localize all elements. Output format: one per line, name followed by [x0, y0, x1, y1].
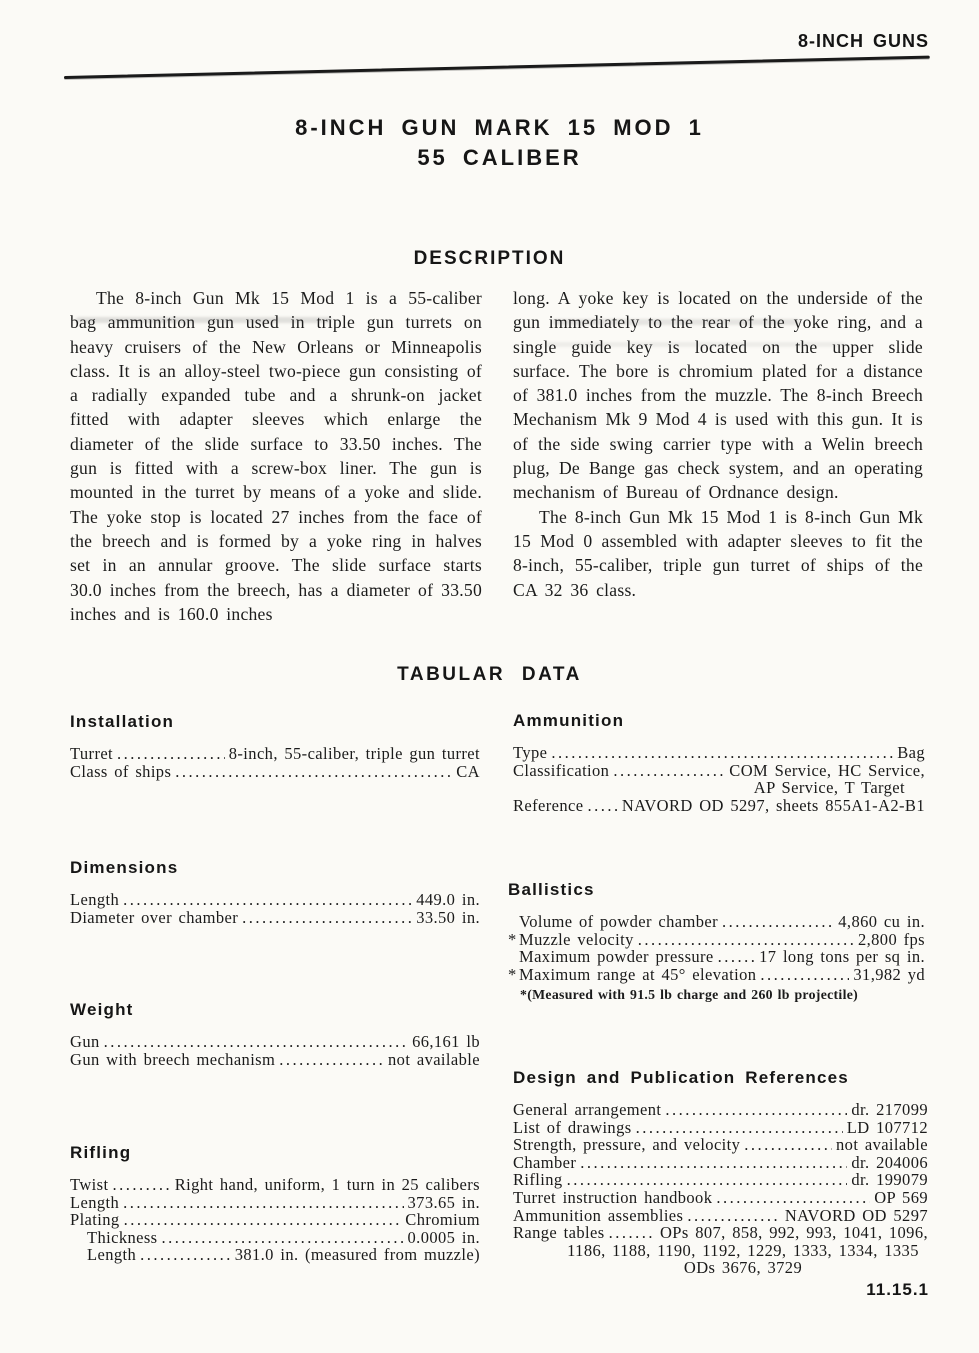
row-value: 4,860 cu in.	[838, 912, 925, 931]
row-label: General arrangement	[513, 1100, 662, 1119]
dot-leader	[112, 1176, 170, 1194]
scan-artifact	[545, 342, 845, 347]
row-value: NAVORD OD 5297, sheets 855A1-A2-B1	[621, 795, 925, 815]
table-row	[513, 1189, 928, 1207]
ballistics-footnote: *(Measured with 91.5 lb charge and 260 lb projectile)	[520, 987, 859, 1003]
dot-leader	[638, 931, 854, 949]
row-label: Ammunition assemblies	[513, 1205, 684, 1225]
section-installation	[70, 712, 480, 780]
section-design-references	[513, 1068, 928, 1277]
table-row	[70, 1246, 480, 1264]
dot-leader	[117, 745, 225, 763]
row-label: Chamber	[513, 1152, 577, 1172]
dot-leader	[722, 913, 834, 931]
table-row	[513, 762, 925, 780]
dot-leader	[580, 1154, 847, 1172]
table-row	[508, 966, 925, 984]
table-row	[70, 1194, 480, 1212]
table-row	[513, 1136, 928, 1154]
description-left-column	[70, 286, 482, 626]
section-title: Ammunition	[513, 711, 625, 730]
dot-leader	[587, 797, 617, 815]
table-row	[508, 948, 925, 966]
dot-leader	[551, 744, 893, 762]
dot-leader	[613, 762, 725, 780]
table-row	[508, 931, 925, 949]
table-row	[513, 1171, 928, 1189]
description-paragraph: The 8-inch Gun Mk 15 Mod 1 is 8-inch Gun Mk 15 Mod 0 assembled with adapter sleeves to fit the 8-inch, 55-caliber, triple gun turret of ships of the CA 32 36 class.	[513, 506, 923, 600]
document-title-line2: 55 CALIBER	[417, 145, 582, 170]
row-value: 449.0 in.	[416, 890, 480, 909]
section-ballistics	[508, 880, 925, 1004]
table-row	[513, 1119, 928, 1137]
description-heading: DESCRIPTION	[413, 248, 566, 269]
row-value: 2,800 fps	[857, 929, 925, 949]
row-continuation: 1186, 1188, 1190, 1192, 1229, 1333, 1334, 1335	[567, 1240, 919, 1260]
row-label: Turret	[70, 744, 114, 763]
row-value: dr. 204006	[851, 1152, 928, 1172]
table-row	[70, 1211, 480, 1229]
table-row	[70, 1033, 480, 1051]
section-title: Installation	[70, 712, 175, 731]
row-label: Reference	[513, 795, 584, 815]
row-value: NAVORD OD 5297	[784, 1205, 928, 1225]
row-continuation: ODs 3676, 3729	[683, 1258, 803, 1278]
table-row	[70, 891, 480, 909]
table-row	[513, 797, 925, 815]
row-label: Maximum range at 45° elevation	[519, 964, 757, 984]
divider-rule	[64, 56, 930, 79]
table-row	[70, 1229, 480, 1247]
dot-leader	[104, 1033, 408, 1051]
dot-leader	[123, 891, 412, 909]
table-row	[513, 1224, 928, 1242]
dot-leader	[760, 966, 849, 984]
dot-leader	[175, 763, 452, 781]
document-title	[10, 113, 979, 173]
table-row	[70, 745, 480, 763]
row-value: CA	[456, 761, 480, 781]
row-label: Gun	[70, 1032, 100, 1051]
dot-leader	[124, 1211, 402, 1229]
row-value: 0.0005 in.	[407, 1227, 480, 1247]
tabular-data-heading: TABULAR DATA	[397, 664, 582, 685]
description-right-column	[513, 286, 923, 602]
row-label: List of drawings	[513, 1117, 632, 1137]
dot-leader	[636, 1119, 843, 1137]
row-label: Twist	[70, 1175, 109, 1194]
page-header: 8-INCH GUNS	[797, 31, 929, 51]
dot-leader	[687, 1207, 781, 1225]
dot-leader	[242, 909, 412, 927]
table-row	[70, 909, 480, 927]
row-value: COM Service, HC Service,	[729, 760, 925, 780]
row-asterisk: *	[508, 964, 517, 984]
row-value: 17 long tons per sq in.	[759, 947, 925, 967]
table-row	[70, 1051, 480, 1069]
section-weight	[70, 1000, 480, 1068]
section-rifling	[70, 1143, 480, 1264]
dot-leader	[716, 1189, 870, 1207]
dot-leader	[123, 1194, 403, 1212]
section-title: Rifling	[70, 1143, 132, 1162]
section-dimensions	[70, 858, 480, 926]
row-value: 31,982 yd	[853, 964, 925, 984]
section-title: Weight	[70, 1000, 134, 1019]
section-title: Design and Publication References	[513, 1068, 849, 1087]
row-label: Volume of powder chamber	[519, 912, 719, 931]
dot-leader	[665, 1101, 847, 1119]
row-label: Turret instruction handbook	[513, 1187, 713, 1207]
row-label: Classification	[513, 760, 610, 780]
row-label: Maximum powder pressure	[519, 947, 714, 967]
row-value: 66,161 lb	[412, 1032, 480, 1051]
row-label: Rifling	[513, 1170, 563, 1190]
dot-leader	[718, 948, 755, 966]
row-asterisk: *	[508, 929, 517, 949]
table-row	[70, 1176, 480, 1194]
row-label: Length	[70, 1192, 120, 1212]
row-value: Right hand, uniform, 1 turn in 25 calibers	[174, 1175, 480, 1194]
row-label: Gun with breech mechanism	[70, 1049, 276, 1069]
row-label: Length	[87, 1245, 137, 1265]
description-paragraph: long. A yoke key is located on the underside of the gun immediately to the rear of the yoke ring, and a single guide key is located on the upper slide surface. The bore is chromium plated for a distance of 381.0 inches from the muzzle. The 8-inch Breech Mechanism Mk 9 Mod 4 is used with this gun. It is of the side swing carrier type with a Welin breech plug, De Bange gas check system, and an operating mechanism of Bureau of Ordnance design.	[513, 288, 923, 503]
row-value: dr. 199079	[851, 1170, 928, 1190]
scan-artifact	[76, 317, 332, 323]
row-label: Muzzle velocity	[519, 929, 634, 949]
section-ammunition	[513, 711, 925, 814]
row-continuation: AP Service, T Target	[753, 778, 905, 798]
row-value: 8-inch, 55-caliber, triple gun turret	[228, 744, 480, 763]
row-value: Bag	[897, 743, 925, 762]
row-value: dr. 217099	[851, 1100, 928, 1119]
dot-leader	[744, 1136, 832, 1154]
table-row	[70, 763, 480, 781]
row-label: Diameter over chamber	[70, 907, 239, 927]
row-label: Type	[513, 743, 548, 762]
row-label: Plating	[70, 1210, 120, 1230]
row-label: Class of ships	[70, 761, 172, 781]
row-value: not available	[388, 1049, 480, 1069]
dot-leader	[162, 1229, 404, 1247]
document-title-line1: 8-INCH GUN MARK 15 MOD 1	[295, 115, 704, 140]
row-value: 381.0 in. (measured from muzzle)	[234, 1245, 480, 1265]
section-title: Ballistics	[508, 880, 595, 899]
row-label: Thickness	[87, 1227, 158, 1247]
table-row	[513, 744, 925, 762]
table-row	[508, 913, 925, 931]
dot-leader	[567, 1171, 848, 1189]
dot-leader	[609, 1224, 656, 1242]
row-label: Length	[70, 890, 120, 909]
table-row	[513, 1101, 928, 1119]
row-value: OP 569	[874, 1187, 928, 1207]
row-value: 373.65 in.	[407, 1192, 480, 1212]
row-value: Chromium	[405, 1210, 480, 1230]
table-row	[513, 1154, 928, 1172]
row-value: not available	[836, 1135, 928, 1155]
dot-leader	[279, 1051, 384, 1069]
scan-artifact	[552, 319, 800, 325]
dot-leader	[140, 1246, 231, 1264]
row-value: 33.50 in.	[416, 907, 480, 927]
description-paragraph: The 8-inch Gun Mk 15 Mod 1 is a 55-caliber bag ammunition gun used in triple gun turrets on heavy cruisers of the New Orleans or Minneapolis class. It is an alloy-steel two-piece gun consisting of a radially expanded tube and a shrunk-on jacket fitted with adapter sleeves which enlarge the diameter of the slide surface to 33.50 inches. The gun is fitted with a screw-box liner. The gun is mounted in the turret by means of a yoke and slide. The yoke stop is located 27 inches from the face of the breech and is formed by a yoke ring in halves set in an annular groove. The slide surface starts 30.0 inches from the breech, has a diameter of 33.50 inches and is 160.0 inches	[70, 288, 482, 624]
section-title: Dimensions	[70, 858, 179, 877]
row-value: OPs 807, 858, 992, 993, 1041, 1096,	[659, 1223, 928, 1243]
row-value: LD 107712	[846, 1117, 928, 1137]
page-number: 11.15.1	[866, 1280, 929, 1299]
row-label: Strength, pressure, and velocity	[513, 1135, 741, 1155]
table-row	[513, 1207, 928, 1225]
row-label: Range tables	[513, 1223, 605, 1243]
